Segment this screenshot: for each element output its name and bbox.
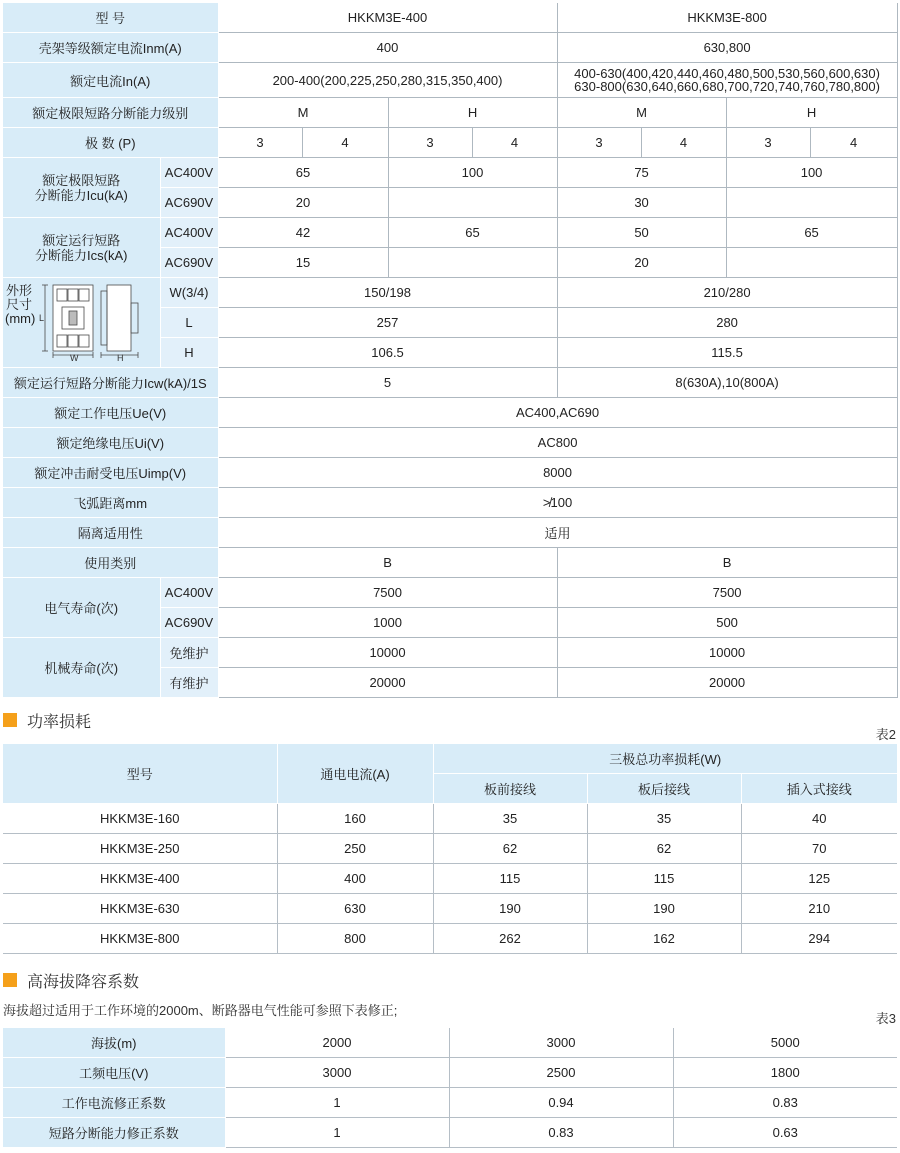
- voltage-ac400: AC400V: [160, 218, 218, 248]
- cell: 630: [277, 894, 433, 924]
- row-label: 工频电压(V): [3, 1058, 225, 1088]
- icu-400-cell: 75: [557, 158, 726, 188]
- cell: 115: [587, 864, 741, 894]
- cell: 70: [741, 834, 897, 864]
- voltage-ac690: AC690V: [160, 248, 218, 278]
- table-row: [3, 1118, 897, 1148]
- breaker-dimension-drawing: [37, 281, 155, 361]
- ics-400-cell: 65: [388, 218, 557, 248]
- row-dim-w: [3, 278, 897, 308]
- maint-free-label: 免维护: [160, 638, 218, 668]
- elec-life-label: 电气寿命(次): [3, 578, 160, 638]
- cell: 1: [225, 1088, 449, 1118]
- dim-h-800: 115.5: [557, 338, 897, 368]
- cell: 1800: [673, 1058, 897, 1088]
- poles-cell: 4: [810, 128, 897, 158]
- voltage-ac690: AC690V: [160, 188, 218, 218]
- ics-690-cell: 20: [557, 248, 726, 278]
- section-altitude: [3, 970, 139, 990]
- frame-current-800: 630,800: [557, 33, 897, 63]
- col-rear: 板后接线: [587, 774, 741, 804]
- maint-label: 有维护: [160, 668, 218, 698]
- header-row: [3, 744, 897, 774]
- cell: 35: [433, 804, 587, 834]
- poles-label: 极 数 (P): [3, 128, 218, 158]
- icu-label: [3, 158, 160, 218]
- row-breaking-level: [3, 98, 897, 128]
- cell: 125: [741, 864, 897, 894]
- voltage-ac400: AC400V: [160, 578, 218, 608]
- row-label: 工作电流修正系数: [3, 1088, 225, 1118]
- mech-free-a: 10000: [218, 638, 557, 668]
- cell: 190: [433, 894, 587, 924]
- model-400: HKKM3E-400: [218, 3, 557, 33]
- isolation-value: 适用: [218, 518, 897, 548]
- row-category: [3, 548, 897, 578]
- breaking-level-cell: M: [218, 98, 388, 128]
- row-poles: [3, 128, 897, 158]
- table-row: [3, 1058, 897, 1088]
- cell: HKKM3E-160: [3, 804, 277, 834]
- poles-cell: 4: [302, 128, 388, 158]
- ics-690-cell: [388, 248, 557, 278]
- dim-l-label: L: [160, 308, 218, 338]
- poles-cell: 3: [218, 128, 302, 158]
- col-current: 通电电流(A): [277, 744, 433, 804]
- row-icw: [3, 368, 897, 398]
- power-loss-table: [3, 744, 897, 954]
- icu-690-cell: [726, 188, 897, 218]
- dim-h-label: H: [160, 338, 218, 368]
- breaking-level-label: 额定极限短路分断能力级别: [3, 98, 218, 128]
- ics-label: [3, 218, 160, 278]
- icu-690-cell: 20: [218, 188, 388, 218]
- icu-690-cell: [388, 188, 557, 218]
- icu-label-line2: 分断能力Icu(kA): [34, 187, 128, 203]
- cell: HKKM3E-400: [3, 864, 277, 894]
- table-row: [3, 834, 897, 864]
- table-row: [3, 804, 897, 834]
- dimensions-label: [3, 278, 160, 368]
- row-model: [3, 3, 897, 33]
- cell: 40: [741, 804, 897, 834]
- row-label: 短路分断能力修正系数: [3, 1118, 225, 1148]
- table-row: [3, 1088, 897, 1118]
- cell: 190: [587, 894, 741, 924]
- poles-cell: 4: [472, 128, 557, 158]
- col-loss: 三极总功率损耗(W): [433, 744, 897, 774]
- cell: 62: [587, 834, 741, 864]
- icu-400-cell: 100: [726, 158, 897, 188]
- spec-table: [3, 3, 898, 698]
- mech-free-b: 10000: [557, 638, 897, 668]
- mech-maint-b: 20000: [557, 668, 897, 698]
- cell: 2500: [449, 1058, 673, 1088]
- icu-690-cell: 30: [557, 188, 726, 218]
- row-isolation: [3, 518, 897, 548]
- icu-label-line1: 额定极限短路: [42, 172, 121, 188]
- icw-400: 5: [218, 368, 557, 398]
- cell: HKKM3E-630: [3, 894, 277, 924]
- ics-400-cell: 42: [218, 218, 388, 248]
- ue-label: 额定工作电压Ue(V): [3, 398, 218, 428]
- poles-cell: 3: [388, 128, 472, 158]
- icu-400-cell: 100: [388, 158, 557, 188]
- breaking-level-cell: H: [726, 98, 897, 128]
- rated-current-800-line1: 400-630(400,420,440,460,480,500,530,560,600,630): [574, 66, 880, 81]
- ics-label-line2: 分断能力Ics(kA): [35, 247, 128, 263]
- dim-fig-l: L: [39, 313, 45, 323]
- row-ui: [3, 428, 897, 458]
- row-rated-current: [3, 63, 897, 98]
- ics-400-cell: 50: [557, 218, 726, 248]
- cell: 62: [433, 834, 587, 864]
- icw-800: 8(630A),10(800A): [557, 368, 897, 398]
- dim-fig-h: H: [117, 353, 124, 361]
- row-elec-life-400: [3, 578, 897, 608]
- ics-690-cell: [726, 248, 897, 278]
- table-row: [3, 864, 897, 894]
- frame-current-400: 400: [218, 33, 557, 63]
- cell: 2000: [225, 1028, 449, 1058]
- arc-label: 飞弧距离mm: [3, 488, 218, 518]
- cell: 160: [277, 804, 433, 834]
- section-title: 功率损耗: [27, 713, 92, 731]
- rated-current-label: 额定电流In(A): [3, 63, 218, 98]
- ui-label: 额定绝缘电压Ui(V): [3, 428, 218, 458]
- dimensions-text: 外形尺寸(mm): [5, 283, 36, 326]
- rated-current-800: [557, 63, 897, 98]
- elec-life-400-b: 7500: [557, 578, 897, 608]
- cell: 250: [277, 834, 433, 864]
- poles-cell: 3: [726, 128, 810, 158]
- cell: 0.94: [449, 1088, 673, 1118]
- row-uimp: [3, 458, 897, 488]
- col-model: 型号: [3, 744, 277, 804]
- voltage-ac400: AC400V: [160, 158, 218, 188]
- elec-life-400-a: 7500: [218, 578, 557, 608]
- model-800: HKKM3E-800: [557, 3, 897, 33]
- mech-maint-a: 20000: [218, 668, 557, 698]
- cell: HKKM3E-250: [3, 834, 277, 864]
- cell: 162: [587, 924, 741, 954]
- uimp-label: 额定冲击耐受电压Uimp(V): [3, 458, 218, 488]
- cell: 1: [225, 1118, 449, 1148]
- section-title: 高海拔降容系数: [27, 973, 140, 991]
- dim-l-800: 280: [557, 308, 897, 338]
- row-arc: [3, 488, 897, 518]
- ics-690-cell: 15: [218, 248, 388, 278]
- poles-cell: 3: [557, 128, 641, 158]
- cell: 210: [741, 894, 897, 924]
- cell: 0.83: [673, 1088, 897, 1118]
- row-ue: [3, 398, 897, 428]
- ics-400-cell: 65: [726, 218, 897, 248]
- table-row: [3, 894, 897, 924]
- dim-l-400: 257: [218, 308, 557, 338]
- cell: 115: [433, 864, 587, 894]
- cell: 400: [277, 864, 433, 894]
- isolation-label: 隔离适用性: [3, 518, 218, 548]
- cell: 294: [741, 924, 897, 954]
- category-800: B: [557, 548, 897, 578]
- uimp-value: 8000: [218, 458, 897, 488]
- mech-life-label: 机械寿命(次): [3, 638, 160, 698]
- icw-label: 额定运行短路分断能力Icw(kA)/1S: [3, 368, 218, 398]
- rated-current-400: 200-400(200,225,250,280,315,350,400): [218, 63, 557, 98]
- dim-w-label: W(3/4): [160, 278, 218, 308]
- section-marker: [3, 973, 17, 987]
- row-frame-current: [3, 33, 897, 63]
- category-400: B: [218, 548, 557, 578]
- cell: 5000: [673, 1028, 897, 1058]
- ui-value: AC800: [218, 428, 897, 458]
- row-mech-free: [3, 638, 897, 668]
- cell: 262: [433, 924, 587, 954]
- cell: 35: [587, 804, 741, 834]
- dim-fig-w: W: [70, 353, 79, 361]
- poles-cell: 4: [641, 128, 726, 158]
- table-row: [3, 924, 897, 954]
- table-number: 表2: [875, 727, 896, 742]
- icu-400-cell: 65: [218, 158, 388, 188]
- elec-life-690-a: 1000: [218, 608, 557, 638]
- model-label: 型 号: [3, 3, 218, 33]
- table-number: 表3: [875, 1011, 896, 1026]
- category-label: 使用类别: [3, 548, 218, 578]
- cell: 0.83: [449, 1118, 673, 1148]
- cell: 3000: [449, 1028, 673, 1058]
- row-ics-400: [3, 218, 897, 248]
- elec-life-690-b: 500: [557, 608, 897, 638]
- cell: 3000: [225, 1058, 449, 1088]
- ics-label-line1: 额定运行短路: [42, 232, 121, 248]
- cell: 800: [277, 924, 433, 954]
- cell: 0.63: [673, 1118, 897, 1148]
- arc-value: ≯100: [218, 488, 897, 518]
- col-plugin: 插入式接线: [741, 774, 897, 804]
- row-icu-400: [3, 158, 897, 188]
- row-label: 海拔(m): [3, 1028, 225, 1058]
- altitude-note: 海拔超过适用于工作环境的2000m、断路器电气性能可参照下表修正;: [3, 1003, 398, 1018]
- breaking-level-cell: H: [388, 98, 557, 128]
- dim-w-800: 210/280: [557, 278, 897, 308]
- col-front: 板前接线: [433, 774, 587, 804]
- voltage-ac690: AC690V: [160, 608, 218, 638]
- cell: HKKM3E-800: [3, 924, 277, 954]
- altitude-table: [3, 1028, 897, 1148]
- ue-value: AC400,AC690: [218, 398, 897, 428]
- dim-h-400: 106.5: [218, 338, 557, 368]
- dim-w-400: 150/198: [218, 278, 557, 308]
- section-marker: [3, 713, 17, 727]
- rated-current-800-line2: 630-800(630,640,660,680,700,720,740,760,780,800): [574, 79, 880, 94]
- breaking-level-cell: M: [557, 98, 726, 128]
- table-row: [3, 1028, 897, 1058]
- frame-current-label: 壳架等级额定电流Inm(A): [3, 33, 218, 63]
- section-power-loss: [3, 710, 91, 730]
